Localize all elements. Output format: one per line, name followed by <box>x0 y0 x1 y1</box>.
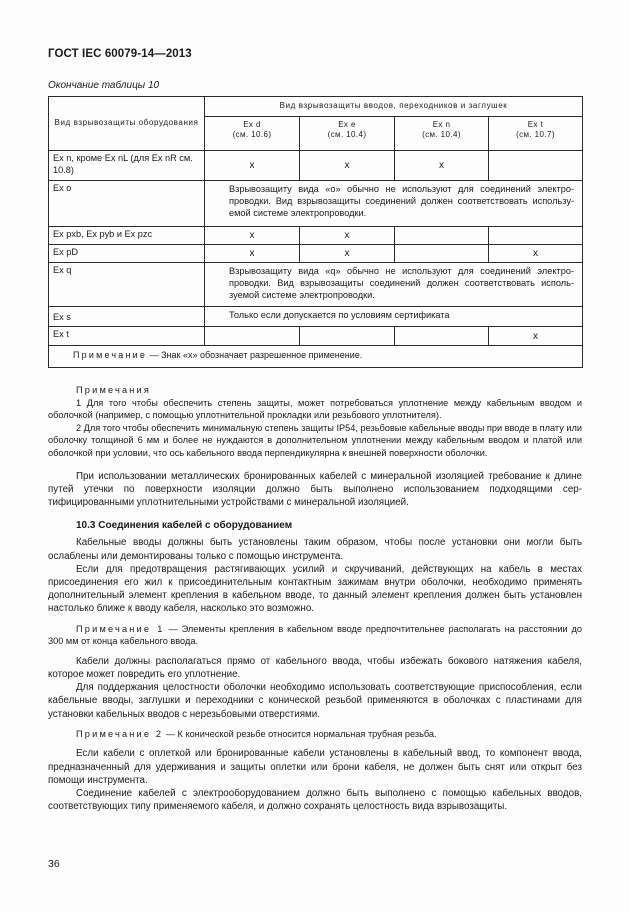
row-label: Ex pxb, Ex pyb и Ex pzc <box>49 227 205 245</box>
table-cell: x <box>489 245 583 263</box>
table-cell <box>489 227 583 245</box>
notes-title: Примечания <box>76 385 152 395</box>
table-cell <box>395 227 489 245</box>
table-row <box>49 227 583 245</box>
row-label: Ex n, кроме Ex nL (для Ex nR см. 10.8) <box>49 151 205 181</box>
table-cell: x <box>300 227 395 245</box>
merged-cell: Взрывозащиту вида «о» обычно не используют для соединений электропроводки. Вид взрывозащиты соединений должен соответствовать используемой системе электропроводки. <box>205 181 583 227</box>
table-cell: x <box>300 151 395 181</box>
table-row <box>49 245 583 263</box>
table-cell <box>395 327 489 346</box>
table-cell <box>205 327 300 346</box>
paragraph: Если кабели с оплеткой или бронированные кабели установлены в кабельный ввод, то компонент ввода, предназначенный для удерживания и защиты оплетки или брони кабеля, не должен быть снят или открыт без помощи инструмента. <box>48 748 582 786</box>
section-heading: 10.3 Соединения кабелей с оборудованием <box>76 520 293 532</box>
note-a: Примечание 1 — Элементы крепления в кабельном вводе предпочтительнее располагать на расстоянии до 300 мм от конца кабельного ввода. <box>48 623 582 647</box>
body-text <box>48 384 582 813</box>
row-label: Ex s <box>49 307 205 327</box>
col-header-ex-e: Ex e (см. 10.4) <box>300 117 395 151</box>
col-header-ex-n: Ex n (см. 10.4) <box>395 117 489 151</box>
table-cell: x <box>395 151 489 181</box>
table-note: Примечание — Знак «x» обозначает разрешенное применение. <box>49 346 583 368</box>
row-label: Ex o <box>49 181 205 227</box>
table-row <box>49 263 583 307</box>
table-row <box>49 181 583 227</box>
note-1: 1 Для того чтобы обеспечить степень защиты, может потребоваться уплотнение между кабельным вводом и оболочкой (например, с помощью уплотнительной прокладки или резьбового уплотнителя). <box>48 397 582 421</box>
table-caption: Окончание таблицы 10 <box>48 80 160 91</box>
table-header-row <box>49 97 583 117</box>
table-cell <box>489 151 583 181</box>
document-header: ГОСТ IEC 60079-14—2013 <box>48 48 192 60</box>
table-row <box>49 307 583 327</box>
paragraph: При использовании металлических бронированных кабелей с минеральной изоляцией требование к длине путей утечки по поверхности изоляции должно быть выполнено использованием подходящими сертифицированными уплотнительными устройствами с минеральной изоляцией. <box>48 470 582 508</box>
protection-table <box>48 96 583 368</box>
table-cell <box>300 327 395 346</box>
table-cell <box>395 245 489 263</box>
table-cell: x <box>205 245 300 263</box>
page-number: 36 <box>48 858 60 870</box>
note-b: Примечание 2 — К конической резьбе относится нормальная трубная резьба. <box>76 728 437 739</box>
header-entries: Вид взрывозащиты вводов, переходников и заглушек <box>205 97 583 117</box>
table-cell: x <box>300 245 395 263</box>
row-label: Ex pD <box>49 245 205 263</box>
paragraph: Для поддержания целостности оболочки необходимо использовать соответствующие приспособления, если кабельные вводы, заглушки и переходники с конической резьбой применяются в оболочках с пластинами для установки кабельных вводов с нерезьбовыми отверстиями. <box>48 682 582 720</box>
row-label: Ex t <box>49 327 205 346</box>
merged-cell: Взрывозащиту вида «q» обычно не используют для соединений электропроводки. Вид взрывозащиты соединений должен соответствовать используемой системе электропроводки. <box>205 263 583 307</box>
paragraph: Если для предотвращения растягивающих усилий и скручиваний, действующих на кабель в местах присоединения его жил к присоединительным контактным зажимам внутри оболочки, необходимо применять дополнительный элемент крепления в кабельном вводе, то данный элемент крепления должен быть установлен настолько ближе к вводу кабеля, насколько это возможно. <box>48 563 582 615</box>
paragraph: Соединение кабелей с электрооборудованием должно быть выполнено с помощью кабельных вводов, соответствующих типу применяемого кабеля, и должно сохранять целостность вида взрывозащиты. <box>48 788 582 813</box>
row-label: Ex q <box>49 263 205 307</box>
table-note-row <box>49 346 583 368</box>
table-cell: x <box>489 327 583 346</box>
table-row <box>49 151 583 181</box>
merged-cell: Только если допускается по условиям сертификата <box>205 307 583 327</box>
col-header-ex-d: Ex d (см. 10.6) <box>205 117 300 151</box>
header-equipment: Вид взрывозащиты оборудования <box>49 97 205 151</box>
col-header-ex-t: Ex t (см. 10.7) <box>489 117 583 151</box>
note-2: 2 Для того чтобы обеспечить минимальную степень защиты IP54, резьбовые кабельные вводы при вводе в плату или оболочку толщиной 6 мм и более не нуждаются в дополнительном уплотнении между кабельным вводом и платой или оболочкой при условии, что ось кабельного ввода перпендикулярна к внешней поверхности оболочки. <box>48 422 582 458</box>
paragraph: Кабельные вводы должны быть установлены таким образом, чтобы после установки они могли быть ослаблены или демонтированы только с помощью инструмента. <box>48 537 582 562</box>
table-cell: x <box>205 227 300 245</box>
table-cell: x <box>205 151 300 181</box>
table-row <box>49 327 583 346</box>
paragraph: Кабели должны располагаться прямо от кабельного ввода, чтобы избежать бокового натяжения кабеля, которое может повредить его уплотнение. <box>48 655 582 680</box>
